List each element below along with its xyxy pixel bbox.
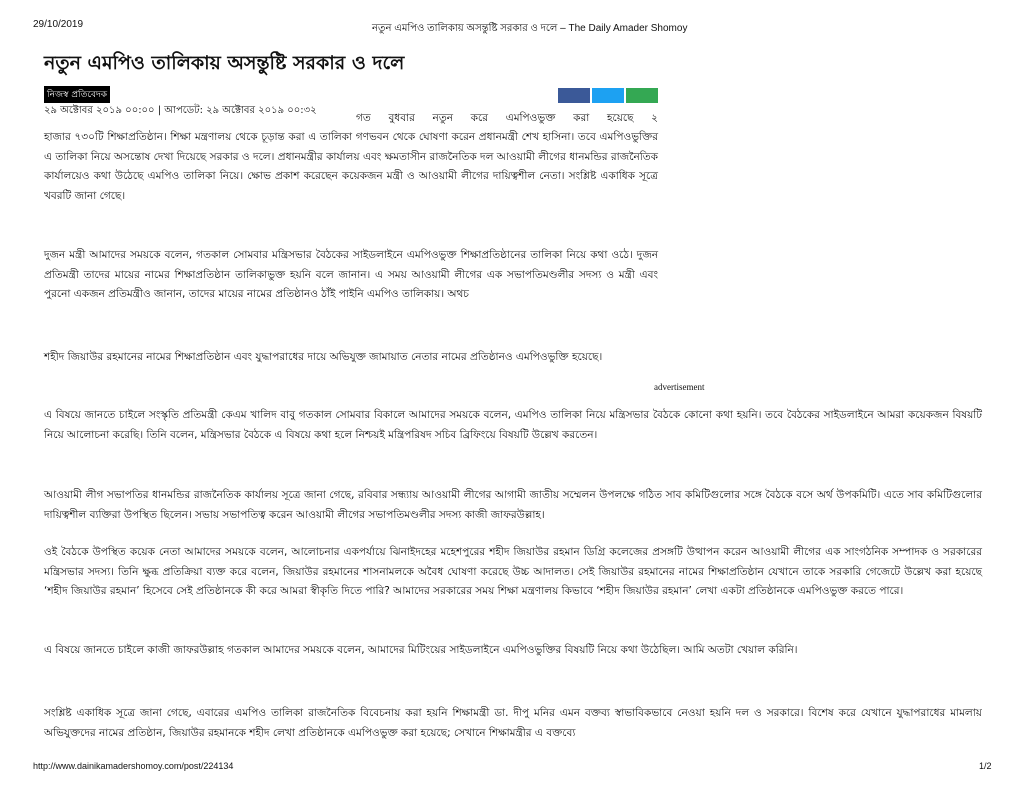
paragraph-7: এ বিষয়ে জানতে চাইলে কাজী জাফরউল্লাহ গতকাল আমাদের সময়কে বলেন, আমাদের মিটিংয়ের সাইডলাইনে এমপিওভুক্তির বিষয়টি নিয়ে কথা উঠেছিল। আমি অতটা খেয়াল করিনি।	[44, 644, 798, 656]
footer-url: http://www.dainikamadershomoy.com/post/224134	[33, 761, 234, 771]
paragraph-1: হাজার ৭৩০টি শিক্ষাপ্রতিষ্ঠান। শিক্ষা মন্ত্রণালয় থেকে চূড়ান্ত করা এ তালিকা গণভবন থেকে ঘোষণা করেন প্রধানমন্ত্রী শেখ হাসিনা। তবে এমপিওভুক্তির এ তালিকা নিয়ে অসন্তোষ দেখা দিয়েছে সরকার ও দলে। প্রধানমন্ত্রীর কার্যালয় এবং ক্ষমতাসীন রাজনৈতিক দল আওয়ামী লীগের ধানমন্ডির রাজনৈতিক কার্যালয়েও কথা উঠেছে এমপিও তালিকা নিয়ে। ক্ষোভ প্রকাশ করেছেন কয়েকজন মন্ত্রী ও আওয়ামী লীগের দায়িত্বশীল নেতা। সংশ্লিষ্ট একাধিক সূত্রে খবরটি জানা গেছে।	[44, 131, 658, 202]
byline-badge: নিজস্ব প্রতিবেদক	[44, 86, 110, 103]
paragraph-6: ওই বৈঠকে উপস্থিত কয়েক নেতা আমাদের সময়কে বলেন, আলোচনার একপর্যায়ে ঝিনাইদহের মহেশপুরের শহীদ জিয়াউর রহমান ডিগ্রি কলেজের প্রসঙ্গটি উত্থাপন করেন আওয়ামী লীগের এক সাংগঠনিক সম্পাদক ও সরকারের মন্ত্রিসভার সদস্য। তিনি ক্ষুব্ধ প্রতিক্রিয়া ব্যক্ত করে বলেন, জিয়াউর রহমানের শাসনামলকে অবৈধ ঘোষণা করেছে উচ্চ আদালত। সেই জিয়াউর রহমানের নামের শিক্ষাপ্রতিষ্ঠান যেখানে তাকে সরকারি গেজেটে উল্লেখ করা হয়েছে ‘শহীদ জিয়াউর রহমান’ হিসেবে সেই প্রতিষ্ঠানকে কী করে আমরা স্বীকৃতি দিতে পারি? আমাদের সরকারের সময় শিক্ষা মন্ত্রণালয় কিভাবে ‘শহীদ জিয়াউর রহমান’ লেখা একটা প্রতিষ্ঠানকে এমপিওভুক্ত করতে পারে।	[44, 546, 982, 597]
article-dateline: ২৯ অক্টোবর ২০১৯ ০০:০০ | আপডেট: ২৯ অক্টোবর ২০১৯ ০০:৩২	[44, 105, 317, 116]
page-header-date: 29/10/2019	[33, 19, 84, 30]
share-whatsapp-button[interactable]	[626, 88, 658, 103]
article-title: নতুন এমপিও তালিকায় অসন্তুষ্টি সরকার ও দলে	[44, 52, 405, 74]
share-facebook-button[interactable]	[558, 88, 590, 103]
article-lead: গত বুধবার নতুন করে এমপিওভুক্ত করা হয়েছে ২	[356, 112, 658, 124]
share-twitter-button[interactable]	[592, 88, 624, 103]
paragraph-8: সংশ্লিষ্ট একাধিক সূত্রে জানা গেছে, এবারের এমপিও তালিকা রাজনৈতিক বিবেচনায় করা হয়নি শিক্ষামন্ত্রী ডা. দীপু মনির এমন বক্তব্য স্বাভাবিকভাবে নেওয়া হয়নি দল ও সরকারে। বিশেষ করে যেখানে যুদ্ধাপরাধের মামলায় অভিযুক্তদের নামের প্রতিষ্ঠান, জিয়াউর রহমানকে শহীদ লেখা প্রতিষ্ঠানকে এমপিওভুক্ত করা হয়েছে; সেখানে শিক্ষামন্ত্রীর এ বক্তব্যে	[44, 707, 982, 739]
footer-page-number: 1/2	[979, 761, 992, 771]
page-header-title: নতুন এমপিও তালিকায় অসন্তুষ্টি সরকার ও দলে – The Daily Amader Shomoy	[372, 23, 688, 34]
paragraph-4: এ বিষয়ে জানতে চাইলে সংস্কৃতি প্রতিমন্ত্রী কেএম খালিদ বাবু গতকাল সোমবার বিকালে আমাদের সময়কে বলেন, এমপিও তালিকা নিয়ে মন্ত্রিসভার বৈঠকে কোনো কথা হয়নি। তবে বৈঠকের সাইডলাইনে আমরা কয়েকজন বিষয়টি নিয়ে আলোচনা করেছি। তিনি বলেন, মন্ত্রিসভার বৈঠকে এ বিষয়ে কথা হলে নিশ্চয়ই মন্ত্রিপরিষদ সচিব ব্রিফিংয়ে বিষয়টি উল্লেখ করতেন।	[44, 409, 982, 441]
paragraph-2: দুজন মন্ত্রী আমাদের সময়কে বলেন, গতকাল সোমবার মন্ত্রিসভার বৈঠকের সাইডলাইনে এমপিওভুক্ত শিক্ষাপ্রতিষ্ঠানের তালিকা নিয়ে কথা ওঠে। দুজন প্রতিমন্ত্রী তাদের মায়ের নামের শিক্ষাপ্রতিষ্ঠান তালিকাভুক্ত হয়নি বলে জানান। এ সময় আওয়ামী লীগের এক সভাপতিমণ্ডলীর সদস্য ও মন্ত্রী এবং পুরনো একজন প্রতিমন্ত্রীও জানান, তাদের মায়ের নামের প্রতিষ্ঠানও ঠাঁই পাইনি এমপিও তালিকায়। অথচ	[44, 249, 658, 300]
paragraph-3: শহীদ জিয়াউর রহমানের নামের শিক্ষাপ্রতিষ্ঠান এবং যুদ্ধাপরাধের দায়ে অভিযুক্ত জামায়াত নেতার নামের প্রতিষ্ঠানও এমপিওভুক্তি হয়েছে।	[44, 351, 603, 363]
advertisement-label: advertisement	[654, 382, 705, 392]
paragraph-5: আওয়ামী লীগ সভাপতির ধানমন্ডির রাজনৈতিক কার্যালয় সূত্রে জানা গেছে, রবিবার সন্ধ্যায় আওয়ামী লীগের আগামী জাতীয় সম্মেলন উপলক্ষে গঠিত সাব কমিটিগুলোর সঙ্গে বৈঠকে বসে অর্থ উপকমিটি। এতে সাব কমিটিগুলোর দায়িত্বশীল ব্যক্তিরা উপস্থিত ছিলেন। সভায় সভাপতিত্ব করেন আওয়ামী লীগের সভাপতিমণ্ডলীর সদস্য কাজী জাফরউল্লাহ।	[44, 489, 982, 521]
